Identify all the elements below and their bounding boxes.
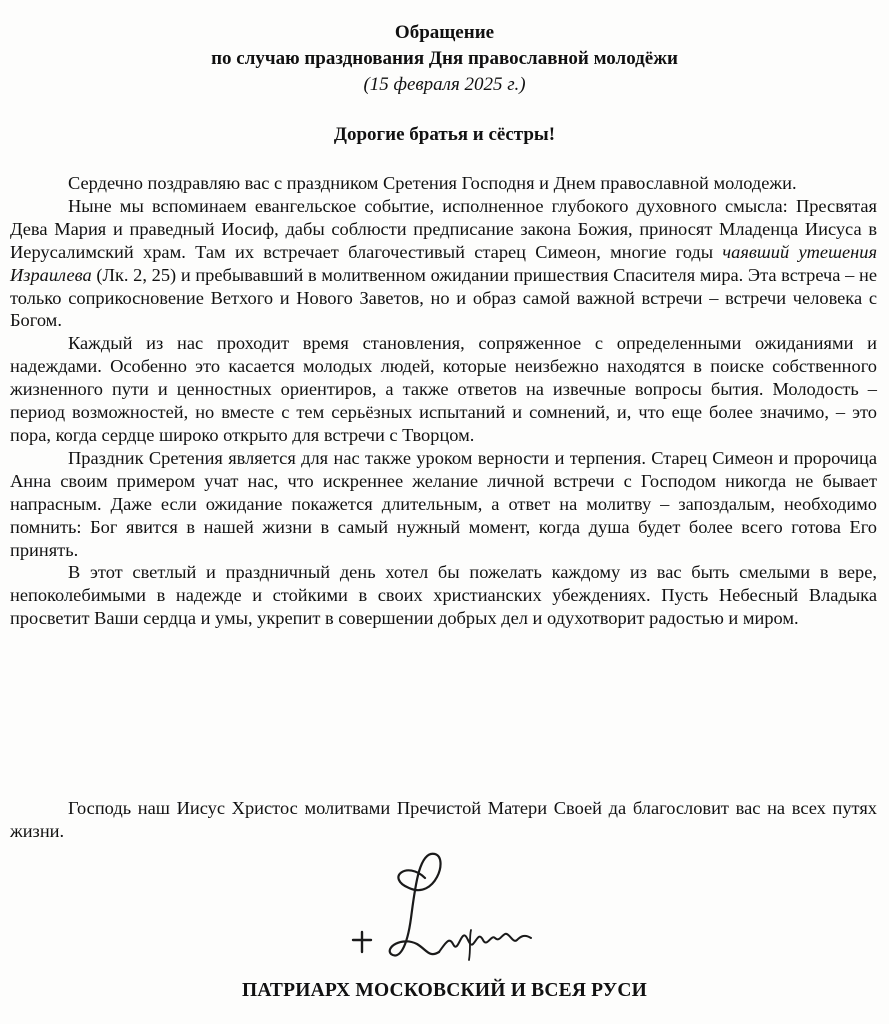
paragraph-2-part-b: (Лк. 2, 25) и пребывавший в молитвенном ожидании пришествия Спасителя мира. Эта встреча – не только соприкосновение Ветхого и Нового Заветов, но и образ самой важной встречи – встречи человека с Богом. [10,264,877,331]
paragraph-2-part-a: Ныне мы вспоминаем евангельское событие, исполненное глубокого духовного смысла: Пресвятая Дева Мария и праведный Иосиф, дабы соблюсти предписание закона Божия, приносят Младенца Иисуса в Иерусалимский храм. Там их встречает благочестивый старец Симеон, многие годы [10,195,877,262]
paragraph-1: Сердечно поздравляю вас с праздником Сретения Господня и Днем православной молодежи. [68,173,797,193]
document-subtitle: по случаю празднования Дня православной молодёжи [211,48,678,69]
handwritten-signature [345,848,565,978]
document-header [0,20,889,98]
greeting: Дорогие братья и сёстры! [333,124,556,145]
paragraph-2 [10,195,877,332]
letter-body [10,172,877,630]
closing-paragraph: Господь наш Иисус Христос молитвами Пречистой Матери Своей да благословит вас на всех путях жизни. [10,798,877,841]
closing-blessing [10,797,877,843]
paragraph-4: Праздник Сретения является для нас также уроком верности и терпения. Старец Симеон и пророчица Анна своим примером учат нас, что искреннее желание личной встречи с Господом никогда не бывает напрасным. Даже если ожидание покажется длительным, а ответ на молитву – запоздалым, необходимо помнить: Бог явится в нашей жизни в самый нужный момент, когда душа будет более всего готова Его принять. [10,447,877,560]
document-date: (15 февраля 2025 г.) [363,74,526,95]
paragraph-5: В этот светлый и праздничный день хотел бы пожелать каждому из вас быть смелыми в вере, непоколебимыми в надежде и стойкими в своих христианских убеждениях. Пусть Небесный Владыка просветит Ваши сердца и умы, укрепит в совершении добрых дел и одухотворит радостью и миром. [10,562,877,629]
scripture-quote: чаявший утешения Израилева [10,241,877,285]
document-title: Обращение [394,22,495,43]
signatory-title: ПАТРИАРХ МОСКОВСКИЙ И ВСЕЯ РУСИ [242,980,647,1001]
paragraph-3: Каждый из нас проходит время становления, сопряженное с определенными ожиданиями и надеждами. Особенно это касается молодых людей, которые неизбежно находятся в поиске собственного жизненного пути и ценностных ориентиров, а также ответов на извечные вопросы бытия. Молодость – период возможностей, но вместе с тем серьёзных испытаний и сомнений, и, что еще более значимо, – это пора, когда сердце широко открыто для встречи с Творцом. [10,333,877,445]
signature-drawing [345,848,565,978]
